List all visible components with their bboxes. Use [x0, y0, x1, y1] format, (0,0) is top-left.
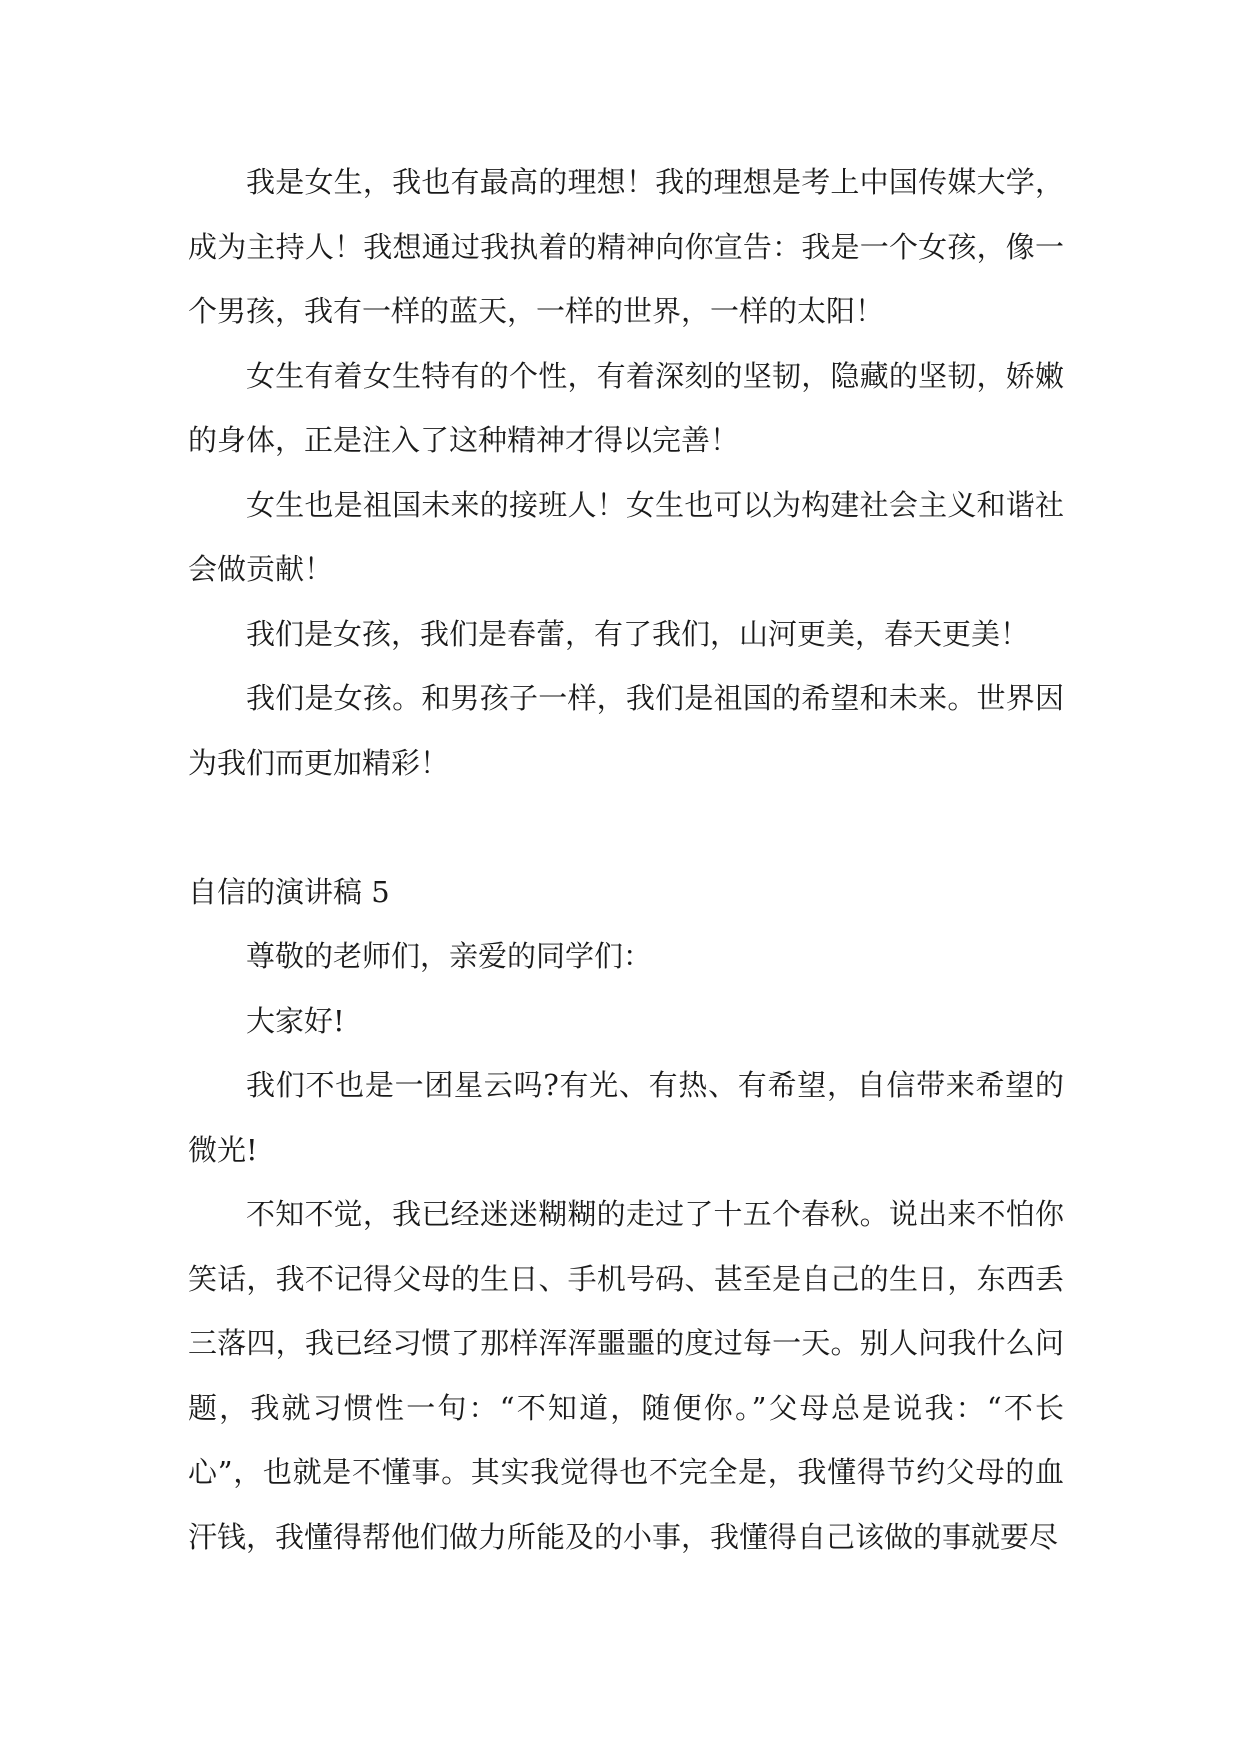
paragraph: 尊敬的老师们，亲爱的同学们： [246, 939, 653, 973]
paragraph: 我是女生，我也有最高的理想！我的理想是考上中国传媒大学，成为主持人！我想通过我执着的精神向你宣告：我是一个女孩，像一个男孩，我有一样的蓝天，一样的世界，一样的太阳！ [188, 165, 1064, 328]
document-body [188, 150, 1064, 1569]
section-title: 自信的演讲稿 5 [188, 874, 390, 909]
paragraph: 女生有着女生特有的个性，有着深刻的坚韧，隐藏的坚韧，娇嫩的身体，正是注入了这种精神才得以完善！ [188, 358, 1064, 457]
paragraph: 我们是女孩，我们是春蕾，有了我们，山河更美，春天更美！ [246, 616, 1030, 651]
paragraph: 女生也是祖国未来的接班人！女生也可以为构建社会主义和谐社会做贡献！ [188, 487, 1064, 586]
paragraph: 大家好! [246, 1003, 345, 1038]
paragraph: 我们是女孩。和男孩子一样，我们是祖国的希望和未来。世界因为我们而更加精彩！ [188, 681, 1064, 780]
paragraph: 不知不觉，我已经迷迷糊糊的走过了十五个春秋。说出来不怕你笑话，我不记得父母的生日、手机号码、甚至是自己的生日，东西丢三落四，我已经习惯了那样浑浑噩噩的度过每一天。别人问我什么问题，我就习惯性一句：“不知道，随便你。”父母总是说我：“不长心”，也就是不懂事。其实我觉得也不完全是，我懂得节约父母的血汗钱，我懂得帮他们做力所能及的小事，我懂得自己该做的事就要尽 [188, 1197, 1064, 1554]
paragraph: 我们不也是一团星云吗?有光、有热、有希望，自信带来希望的微光! [188, 1068, 1064, 1167]
